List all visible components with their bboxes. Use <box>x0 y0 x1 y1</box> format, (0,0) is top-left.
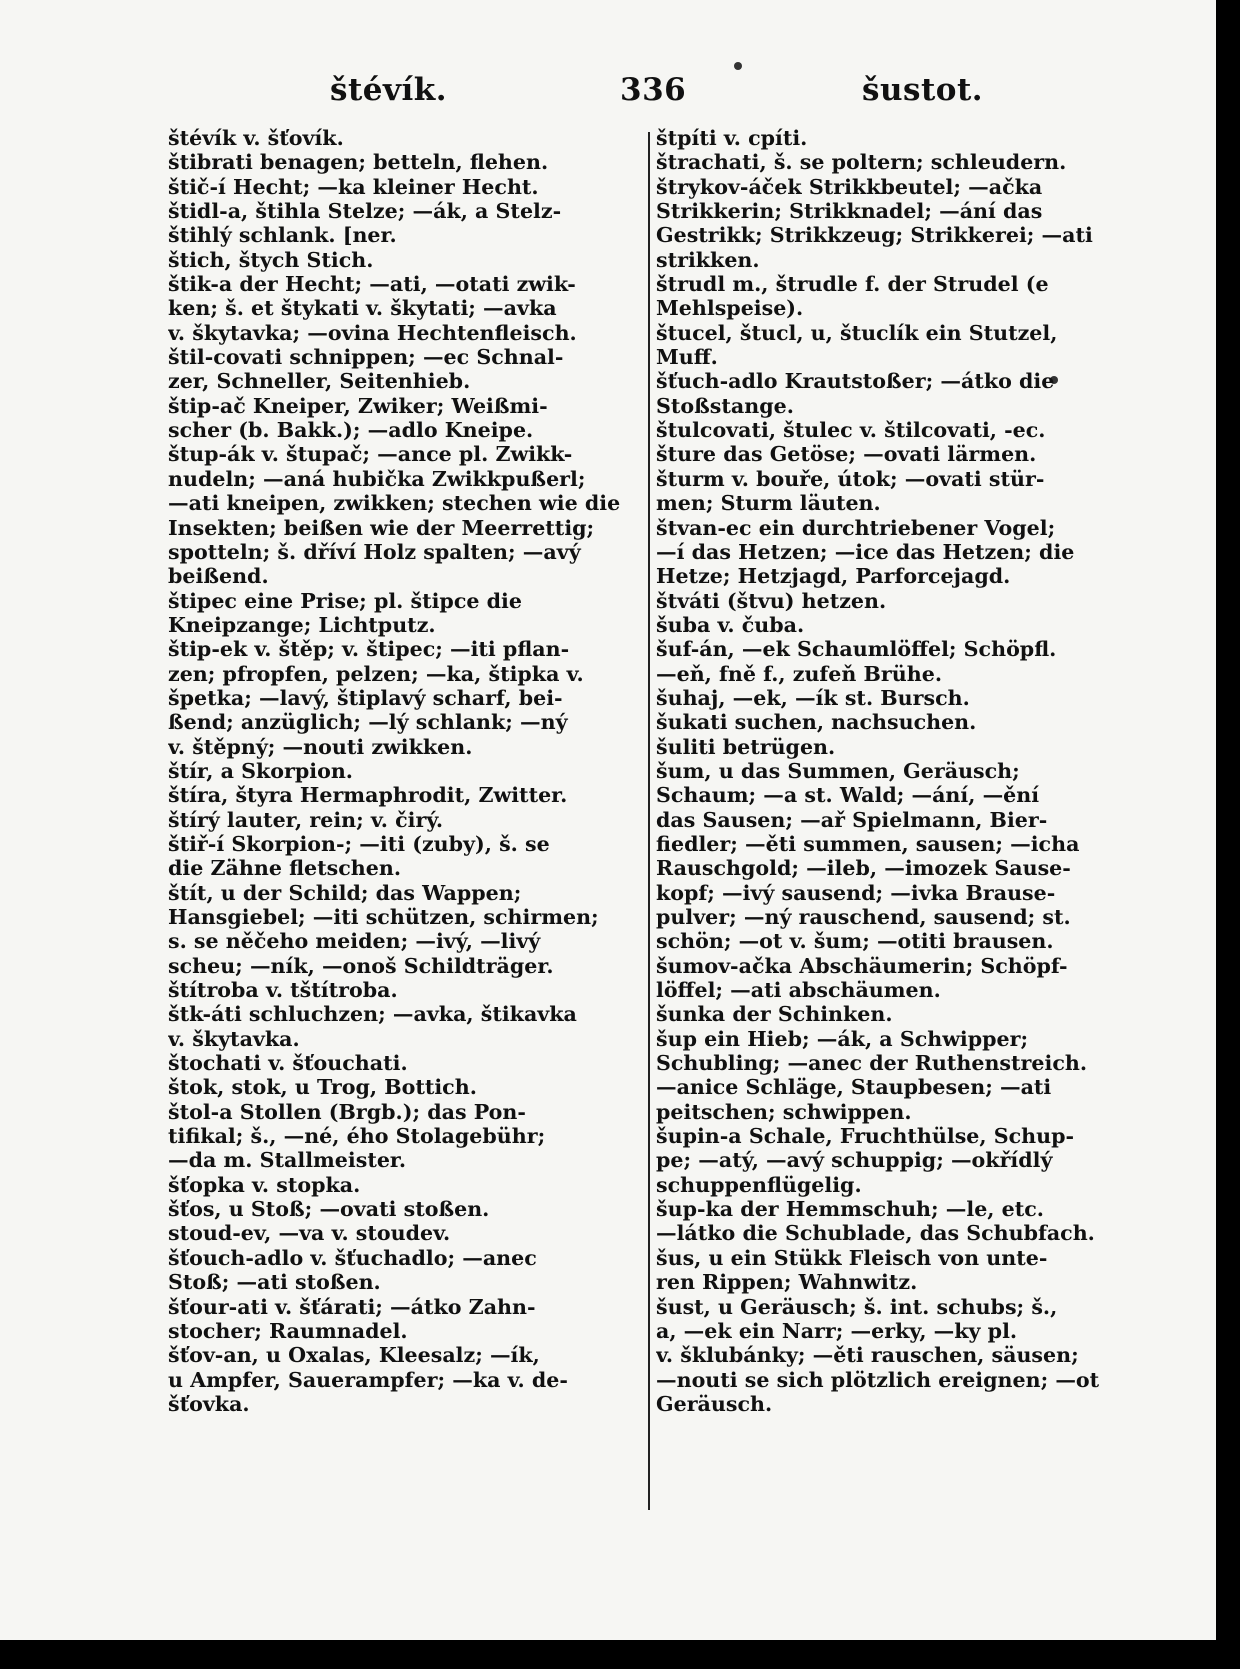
dictionary-line: Muff. <box>656 345 718 370</box>
dictionary-line: šum, u das Summen, Geräusch; <box>656 758 1020 783</box>
dictionary-line: štochati v. šťouchati. <box>168 1051 408 1076</box>
dictionary-line: —látko die Schublade, das Schubfach. <box>656 1221 1095 1246</box>
dictionary-line: schön; —ot v. šum; —otiti brausen. <box>656 929 1054 954</box>
dictionary-line: štvan-ec ein durchtriebener Vogel; <box>656 515 1056 540</box>
dictionary-line: šťuch-adlo Krautstoßer; —átko die <box>656 369 1055 394</box>
dictionary-line: šunka der Schinken. <box>656 1002 893 1027</box>
dictionary-line: štpíti v. cpíti. <box>656 126 808 150</box>
dictionary-line: štrachati, š. se poltern; schleudern. <box>656 150 1067 175</box>
dictionary-line: štiř-í Skorpion-; —iti (zuby), š. se <box>168 831 550 856</box>
dictionary-line: štidl-a, štihla Stelze; —ák, a Stelz- <box>168 199 562 224</box>
page-number: 336 <box>620 72 687 108</box>
dictionary-line: štič-í Hecht; —ka kleiner Hecht. <box>168 174 539 199</box>
dictionary-line: štok, stok, u Trog, Bottich. <box>168 1075 477 1100</box>
dictionary-line: men; Sturm läuten. <box>656 491 881 516</box>
dictionary-line: v. šklubánky; —ěti rauschen, säusen; <box>656 1343 1079 1368</box>
dictionary-line: Schubling; —anec der Ruthenstreich. <box>656 1051 1088 1076</box>
dictionary-line: u Ampfer, Sauerampfer; —ka v. de- <box>168 1367 568 1392</box>
dictionary-line: das Sausen; —ař Spielmann, Bier- <box>656 807 1048 832</box>
dictionary-line: štk-áti schluchzen; —avka, štikavka <box>168 1002 577 1027</box>
dictionary-line: štihlý schlank. [ner. <box>168 223 397 248</box>
dictionary-line: Mehlspeise). <box>656 296 804 321</box>
dictionary-line: —ati kneipen, zwikken; stechen wie die <box>168 491 621 516</box>
dictionary-line: strikken. <box>656 247 760 272</box>
dictionary-line: stoud-ev, —va v. stoudev. <box>168 1221 451 1246</box>
dictionary-line: špetka; —lavý, štiplavý scharf, bei- <box>168 685 563 710</box>
dictionary-line: tifikal; š., —né, ého Stolagebühr; <box>168 1124 546 1149</box>
dictionary-line: Stoß; —ati stoßen. <box>168 1270 381 1295</box>
dictionary-line: ßend; anzüglich; —lý schlank; —ný <box>168 710 568 735</box>
dictionary-line: Hansgiebel; —iti schützen, schirmen; <box>168 905 599 929</box>
dictionary-line: Hetze; Hetzjagd, Parforcejagd. <box>656 564 1011 589</box>
dictionary-line: štítroba v. tštítroba. <box>168 978 398 1003</box>
dictionary-line: scher (b. Bakk.); —adlo Kneipe. <box>168 418 534 443</box>
dictionary-line: Strikkerin; Strikknadel; —ání das <box>656 199 1043 224</box>
dictionary-line: die Zähne fletschen. <box>168 856 402 881</box>
dictionary-line: šťovka. <box>168 1391 250 1416</box>
header-last-entry: šustot. <box>862 72 984 108</box>
dictionary-line: pe; —atý, —avý schuppig; —okřídlý <box>656 1148 1053 1173</box>
dictionary-line: Geräusch. <box>656 1391 773 1416</box>
dictionary-line: šturm v. bouře, útok; —ovati stür- <box>656 466 1045 491</box>
dictionary-line: v. škytavka. <box>168 1026 300 1051</box>
header-first-entry: štévík. <box>330 72 448 108</box>
dictionary-line: šupin-a Schale, Fruchthülse, Schup- <box>656 1124 1075 1149</box>
dictionary-line: štik-a der Hecht; —ati, —otati zwik- <box>168 272 576 297</box>
dictionary-line: šťopka v. stopka. <box>168 1172 361 1197</box>
dictionary-line: peitschen; schwippen. <box>656 1099 912 1124</box>
dictionary-line: štol-a Stollen (Brgb.); das Pon- <box>168 1099 526 1124</box>
dictionary-line: štucel, štucl, u, štuclík ein Stutzel, <box>656 320 1058 345</box>
dictionary-line: —í das Hetzen; —ice das Hetzen; die <box>656 539 1075 564</box>
dictionary-line: schuppenflügelig. <box>656 1172 862 1197</box>
dictionary-line: v. štěpný; —nouti zwikken. <box>168 734 473 759</box>
right-column <box>656 126 1132 1416</box>
dictionary-line: šust, u Geräusch; š. int. schubs; š., <box>656 1294 1058 1319</box>
dictionary-line: štip-ač Kneiper, Zwiker; Weißmi- <box>168 393 548 418</box>
dictionary-line: šuba v. čuba. <box>656 612 805 637</box>
dictionary-line: štulcovati, štulec v. štilcovati, -ec. <box>656 418 1046 443</box>
dictionary-line: štrykov-áček Strikkbeutel; —ačka <box>656 174 1043 199</box>
dictionary-line: štibrati benagen; betteln, flehen. <box>168 150 549 175</box>
dictionary-line: šuhaj, —ek, —ík st. Bursch. <box>656 685 970 710</box>
dictionary-line: šťour-ati v. šťárati; —átko Zahn- <box>168 1294 536 1319</box>
dictionary-line: beißend. <box>168 564 269 589</box>
dictionary-line: šuf-án, —ek Schaumlöffel; Schöpfl. <box>656 637 1057 662</box>
dictionary-line: ken; š. et štykati v. škytati; —avka <box>168 296 557 321</box>
dictionary-line: Gestrikk; Strikkzeug; Strikkerei; —ati <box>656 223 1093 248</box>
dictionary-line: Rauschgold; —ileb, —imozek Sause- <box>656 856 1071 881</box>
dictionary-line: štup-ák v. štupač; —ance pl. Zwikk- <box>168 442 573 467</box>
dictionary-line: —nouti se sich plötzlich ereignen; —ot <box>656 1367 1100 1392</box>
dictionary-line: šus, u ein Stükk Fleisch von unte- <box>656 1245 1048 1270</box>
dictionary-line: s. se něčeho meiden; —ivý, —livý <box>168 929 541 954</box>
dictionary-line: šup-ka der Hemmschuh; —le, etc. <box>656 1197 1044 1222</box>
dictionary-line: v. škytavka; —ovina Hechtenfleisch. <box>168 320 577 345</box>
dictionary-line: zer, Schneller, Seitenhieb. <box>168 369 471 394</box>
dictionary-line: zen; pfropfen, pelzen; —ka, štipka v. <box>168 661 584 686</box>
dictionary-line: štich, štych Stich. <box>168 247 374 272</box>
dictionary-line: štíra, štyra Hermaphrodit, Zwitter. <box>168 783 568 808</box>
dictionary-line: ren Rippen; Wahnwitz. <box>656 1270 918 1295</box>
left-column <box>168 126 640 1416</box>
dictionary-line: šup ein Hieb; —ák, a Schwipper; <box>656 1026 1029 1051</box>
dictionary-line: štrudl m., štrudle f. der Strudel (e <box>656 272 1049 297</box>
dictionary-line: löffel; —ati abschäumen. <box>656 978 941 1003</box>
column-divider <box>648 132 650 1510</box>
dictionary-line: —anice Schläge, Staupbesen; —ati <box>656 1075 1052 1100</box>
dictionary-line: štírý lauter, rein; v. čirý. <box>168 807 444 832</box>
dictionary-line: štip-ek v. štěp; v. štipec; —iti pflan- <box>168 637 570 662</box>
dictionary-line: štipec eine Prise; pl. štipce die <box>168 588 522 613</box>
dictionary-line: Schaum; —a st. Wald; —ání, —ění <box>656 783 1040 808</box>
dictionary-line: scheu; —ník, —onoš Schildträger. <box>168 953 554 978</box>
ink-spot <box>734 62 742 70</box>
dictionary-line: šumov-ačka Abschäumerin; Schöpf- <box>656 953 1068 978</box>
dictionary-line: Insekten; beißen wie der Meerrettig; <box>168 515 595 540</box>
dictionary-line: kopf; —ivý sausend; —ivka Brause- <box>656 880 1056 905</box>
dictionary-line: šťos, u Stoß; —ovati stoßen. <box>168 1197 490 1222</box>
dictionary-line: a, —ek ein Narr; —erky, —ky pl. <box>656 1318 1018 1343</box>
dictionary-line: nudeln; —aná hubička Zwikkpußerl; <box>168 466 586 491</box>
dictionary-line: štváti (štvu) hetzen. <box>656 588 887 613</box>
dictionary-line: —eň, fně f., zufeň Brühe. <box>656 661 942 686</box>
dictionary-line: spotteln; š. dříví Holz spalten; —avý <box>168 539 581 564</box>
dictionary-line: Kneipzange; Lichtputz. <box>168 612 436 637</box>
dictionary-line: šture das Getöse; —ovati lärmen. <box>656 442 1037 467</box>
dictionary-line: Stoßstange. <box>656 393 794 418</box>
dictionary-line: fiedler; —ěti summen, sausen; —icha <box>656 831 1080 856</box>
dictionary-line: štil-covati schnippen; —ec Schnal- <box>168 345 564 370</box>
dictionary-line: šťov-an, u Oxalas, Kleesalz; —ík, <box>168 1343 540 1368</box>
dictionary-line: —da m. Stallmeister. <box>168 1148 407 1173</box>
dictionary-line: pulver; —ný rauschend, sausend; st. <box>656 905 1071 929</box>
dictionary-line: štévík v. šťovík. <box>168 126 344 150</box>
dictionary-line: šukati suchen, nachsuchen. <box>656 710 977 735</box>
dictionary-line: štír, a Skorpion. <box>168 758 353 783</box>
dictionary-line: šuliti betrügen. <box>656 734 836 759</box>
dictionary-line: šťouch-adlo v. šťuchadlo; —anec <box>168 1245 537 1270</box>
dictionary-line: stocher; Raumnadel. <box>168 1318 408 1343</box>
dictionary-line: štít, u der Schild; das Wappen; <box>168 880 522 905</box>
